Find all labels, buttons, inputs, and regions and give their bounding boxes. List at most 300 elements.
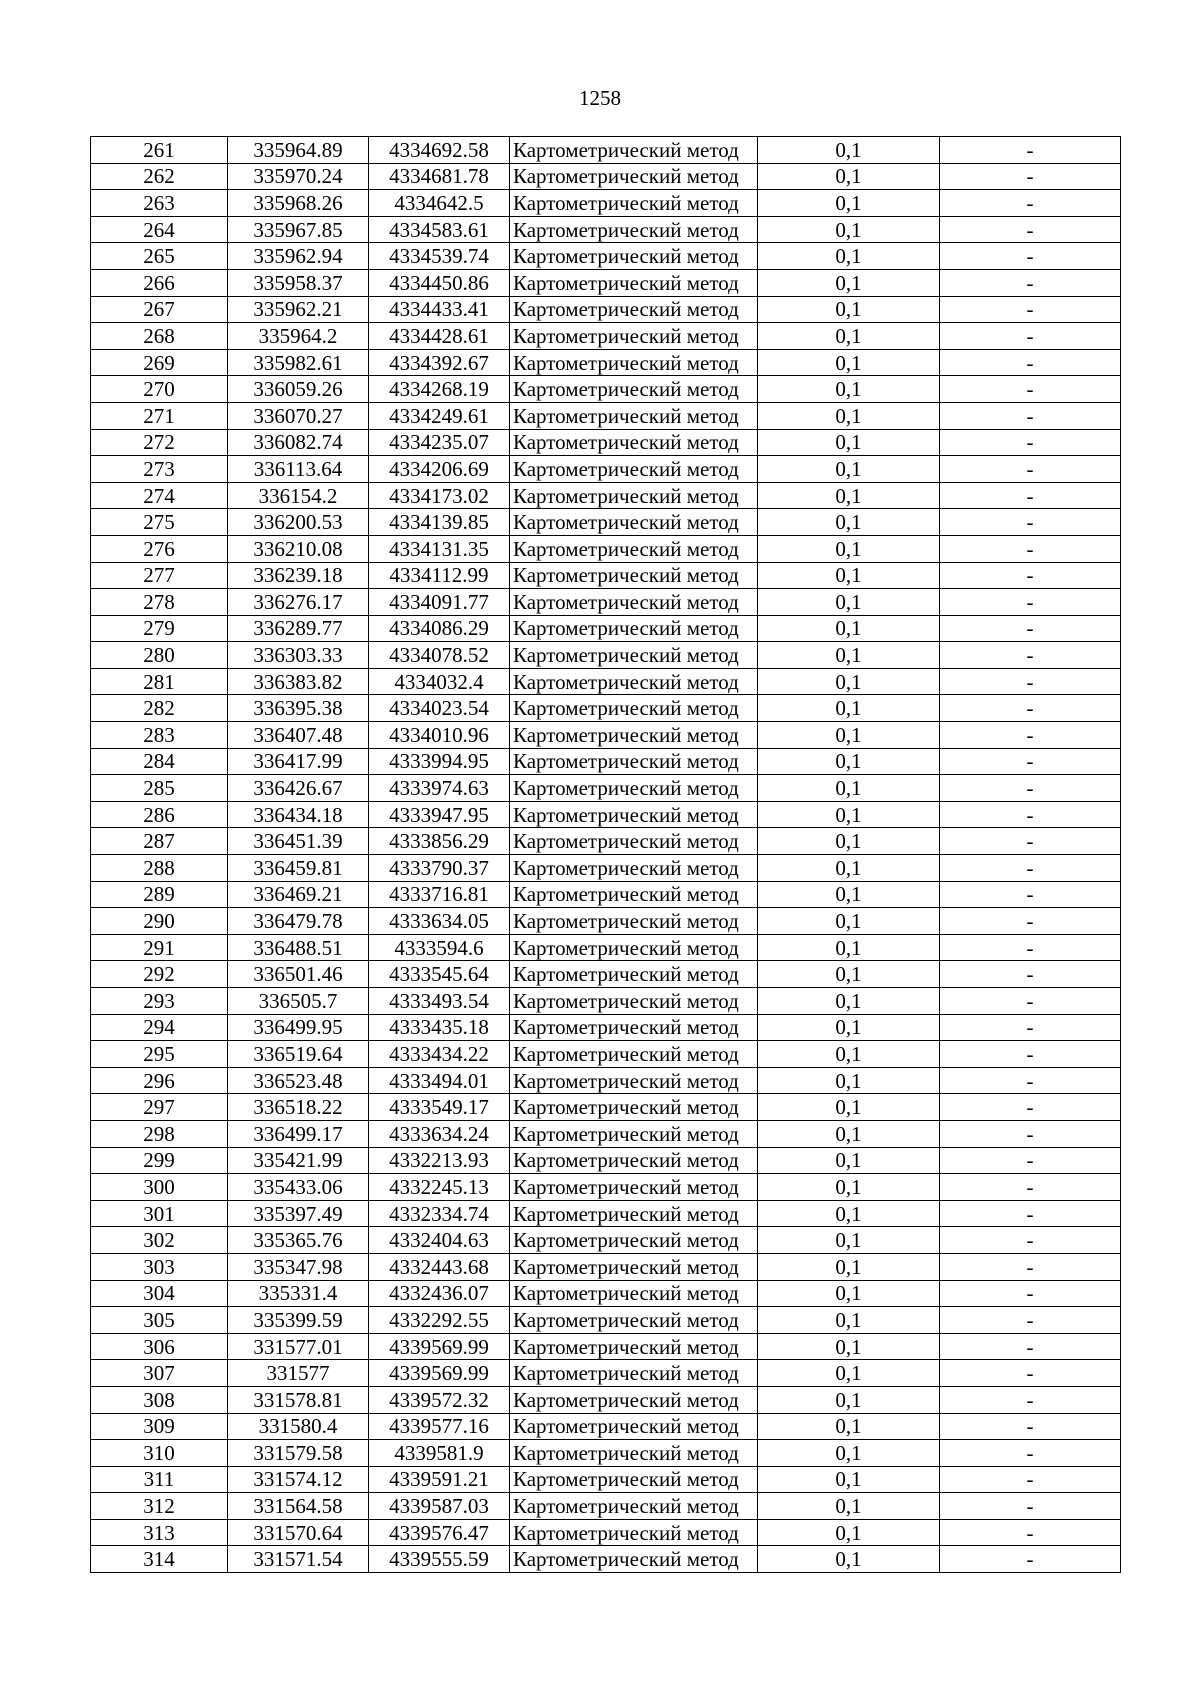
point-cell: 297	[91, 1094, 228, 1121]
table-row	[91, 1067, 1121, 1094]
method-cell: Картометрический метод	[510, 1519, 758, 1546]
accuracy-cell: 0,1	[758, 775, 940, 802]
note-cell: -	[940, 296, 1121, 323]
y-cell: 4334086.29	[369, 615, 510, 642]
x-cell: 336417.99	[228, 748, 369, 775]
method-cell: Картометрический метод	[510, 1014, 758, 1041]
method-cell: Картометрический метод	[510, 349, 758, 376]
y-cell: 4333994.95	[369, 748, 510, 775]
accuracy-cell: 0,1	[758, 269, 940, 296]
y-cell: 4334428.61	[369, 323, 510, 350]
table-row	[91, 323, 1121, 350]
point-cell: 261	[91, 137, 228, 164]
x-cell: 335421.99	[228, 1147, 369, 1174]
note-cell: -	[940, 615, 1121, 642]
table-row	[91, 190, 1121, 217]
y-cell: 4332292.55	[369, 1307, 510, 1334]
point-cell: 295	[91, 1041, 228, 1068]
point-cell: 291	[91, 934, 228, 961]
y-cell: 4339591.21	[369, 1466, 510, 1493]
point-cell: 262	[91, 163, 228, 190]
method-cell: Картометрический метод	[510, 1386, 758, 1413]
y-cell: 4334249.61	[369, 402, 510, 429]
note-cell: -	[940, 509, 1121, 536]
method-cell: Картометрический метод	[510, 1200, 758, 1227]
point-cell: 279	[91, 615, 228, 642]
table-row	[91, 1041, 1121, 1068]
point-cell: 293	[91, 988, 228, 1015]
accuracy-cell: 0,1	[758, 1493, 940, 1520]
point-cell: 277	[91, 562, 228, 589]
x-cell: 336459.81	[228, 855, 369, 882]
method-cell: Картометрический метод	[510, 1147, 758, 1174]
accuracy-cell: 0,1	[758, 1546, 940, 1573]
point-cell: 269	[91, 349, 228, 376]
y-cell: 4333435.18	[369, 1014, 510, 1041]
point-cell: 263	[91, 190, 228, 217]
x-cell: 336501.46	[228, 961, 369, 988]
accuracy-cell: 0,1	[758, 801, 940, 828]
accuracy-cell: 0,1	[758, 1280, 940, 1307]
accuracy-cell: 0,1	[758, 1253, 940, 1280]
note-cell: -	[940, 908, 1121, 935]
y-cell: 4333716.81	[369, 881, 510, 908]
y-cell: 4333594.6	[369, 934, 510, 961]
point-cell: 272	[91, 429, 228, 456]
y-cell: 4334032.4	[369, 668, 510, 695]
y-cell: 4333493.54	[369, 988, 510, 1015]
table-row	[91, 695, 1121, 722]
method-cell: Картометрический метод	[510, 828, 758, 855]
note-cell: -	[940, 1200, 1121, 1227]
point-cell: 274	[91, 482, 228, 509]
point-cell: 287	[91, 828, 228, 855]
table-row	[91, 482, 1121, 509]
y-cell: 4339577.16	[369, 1413, 510, 1440]
accuracy-cell: 0,1	[758, 695, 940, 722]
accuracy-cell: 0,1	[758, 349, 940, 376]
accuracy-cell: 0,1	[758, 1440, 940, 1467]
method-cell: Картометрический метод	[510, 1413, 758, 1440]
table-row	[91, 1493, 1121, 1520]
accuracy-cell: 0,1	[758, 402, 940, 429]
y-cell: 4333974.63	[369, 775, 510, 802]
point-cell: 301	[91, 1200, 228, 1227]
table-row	[91, 535, 1121, 562]
y-cell: 4333494.01	[369, 1067, 510, 1094]
method-cell: Картометрический метод	[510, 376, 758, 403]
x-cell: 335399.59	[228, 1307, 369, 1334]
y-cell: 4334078.52	[369, 642, 510, 669]
point-cell: 288	[91, 855, 228, 882]
y-cell: 4339569.99	[369, 1333, 510, 1360]
point-cell: 290	[91, 908, 228, 935]
point-cell: 308	[91, 1386, 228, 1413]
note-cell: -	[940, 1386, 1121, 1413]
coordinates-table-body	[91, 137, 1121, 1573]
y-cell: 4333549.17	[369, 1094, 510, 1121]
table-row	[91, 908, 1121, 935]
method-cell: Картометрический метод	[510, 1174, 758, 1201]
x-cell: 336395.38	[228, 695, 369, 722]
point-cell: 305	[91, 1307, 228, 1334]
table-row	[91, 642, 1121, 669]
method-cell: Картометрический метод	[510, 509, 758, 536]
accuracy-cell: 0,1	[758, 1120, 940, 1147]
accuracy-cell: 0,1	[758, 589, 940, 616]
y-cell: 4334139.85	[369, 509, 510, 536]
table-row	[91, 1174, 1121, 1201]
y-cell: 4339569.99	[369, 1360, 510, 1387]
point-cell: 275	[91, 509, 228, 536]
accuracy-cell: 0,1	[758, 429, 940, 456]
method-cell: Картометрический метод	[510, 695, 758, 722]
x-cell: 336070.27	[228, 402, 369, 429]
x-cell: 335331.4	[228, 1280, 369, 1307]
accuracy-cell: 0,1	[758, 509, 940, 536]
x-cell: 336499.17	[228, 1120, 369, 1147]
method-cell: Картометрический метод	[510, 642, 758, 669]
table-row	[91, 1413, 1121, 1440]
coordinates-table	[90, 136, 1121, 1573]
x-cell: 331578.81	[228, 1386, 369, 1413]
method-cell: Картометрический метод	[510, 243, 758, 270]
method-cell: Картометрический метод	[510, 1067, 758, 1094]
method-cell: Картометрический метод	[510, 296, 758, 323]
y-cell: 4339581.9	[369, 1440, 510, 1467]
table-row	[91, 961, 1121, 988]
accuracy-cell: 0,1	[758, 828, 940, 855]
table-row	[91, 216, 1121, 243]
x-cell: 331574.12	[228, 1466, 369, 1493]
x-cell: 336383.82	[228, 668, 369, 695]
note-cell: -	[940, 429, 1121, 456]
table-row	[91, 775, 1121, 802]
note-cell: -	[940, 1519, 1121, 1546]
table-row	[91, 1360, 1121, 1387]
accuracy-cell: 0,1	[758, 323, 940, 350]
x-cell: 331579.58	[228, 1440, 369, 1467]
accuracy-cell: 0,1	[758, 1014, 940, 1041]
accuracy-cell: 0,1	[758, 934, 940, 961]
x-cell: 336505.7	[228, 988, 369, 1015]
note-cell: -	[940, 1227, 1121, 1254]
accuracy-cell: 0,1	[758, 1413, 940, 1440]
method-cell: Картометрический метод	[510, 748, 758, 775]
y-cell: 4333947.95	[369, 801, 510, 828]
note-cell: -	[940, 1014, 1121, 1041]
y-cell: 4334539.74	[369, 243, 510, 270]
accuracy-cell: 0,1	[758, 1386, 940, 1413]
y-cell: 4339572.32	[369, 1386, 510, 1413]
table-row	[91, 137, 1121, 164]
x-cell: 335967.85	[228, 216, 369, 243]
method-cell: Картометрический метод	[510, 429, 758, 456]
x-cell: 336499.95	[228, 1014, 369, 1041]
y-cell: 4339555.59	[369, 1546, 510, 1573]
x-cell: 336407.48	[228, 722, 369, 749]
table-row	[91, 722, 1121, 749]
note-cell: -	[940, 1067, 1121, 1094]
method-cell: Картометрический метод	[510, 456, 758, 483]
x-cell: 336451.39	[228, 828, 369, 855]
x-cell: 335397.49	[228, 1200, 369, 1227]
x-cell: 336434.18	[228, 801, 369, 828]
point-cell: 264	[91, 216, 228, 243]
note-cell: -	[940, 323, 1121, 350]
table-row	[91, 934, 1121, 961]
method-cell: Картометрический метод	[510, 801, 758, 828]
table-row	[91, 1014, 1121, 1041]
note-cell: -	[940, 402, 1121, 429]
table-row	[91, 988, 1121, 1015]
note-cell: -	[940, 562, 1121, 589]
point-cell: 271	[91, 402, 228, 429]
accuracy-cell: 0,1	[758, 1174, 940, 1201]
x-cell: 331577	[228, 1360, 369, 1387]
x-cell: 336200.53	[228, 509, 369, 536]
note-cell: -	[940, 748, 1121, 775]
table-row	[91, 429, 1121, 456]
y-cell: 4334392.67	[369, 349, 510, 376]
y-cell: 4334433.41	[369, 296, 510, 323]
note-cell: -	[940, 1333, 1121, 1360]
x-cell: 336289.77	[228, 615, 369, 642]
note-cell: -	[940, 1307, 1121, 1334]
method-cell: Картометрический метод	[510, 1094, 758, 1121]
note-cell: -	[940, 1120, 1121, 1147]
y-cell: 4332334.74	[369, 1200, 510, 1227]
note-cell: -	[940, 934, 1121, 961]
y-cell: 4333634.24	[369, 1120, 510, 1147]
table-row	[91, 296, 1121, 323]
y-cell: 4332213.93	[369, 1147, 510, 1174]
table-row	[91, 1120, 1121, 1147]
note-cell: -	[940, 349, 1121, 376]
note-cell: -	[940, 1466, 1121, 1493]
accuracy-cell: 0,1	[758, 1466, 940, 1493]
method-cell: Картометрический метод	[510, 269, 758, 296]
y-cell: 4334681.78	[369, 163, 510, 190]
accuracy-cell: 0,1	[758, 456, 940, 483]
point-cell: 304	[91, 1280, 228, 1307]
point-cell: 285	[91, 775, 228, 802]
page-number: 1258	[579, 86, 621, 110]
accuracy-cell: 0,1	[758, 1094, 940, 1121]
x-cell: 331577.01	[228, 1333, 369, 1360]
x-cell: 335958.37	[228, 269, 369, 296]
point-cell: 273	[91, 456, 228, 483]
accuracy-cell: 0,1	[758, 748, 940, 775]
method-cell: Картометрический метод	[510, 323, 758, 350]
x-cell: 331570.64	[228, 1519, 369, 1546]
table-row	[91, 349, 1121, 376]
x-cell: 336519.64	[228, 1041, 369, 1068]
table-row	[91, 1280, 1121, 1307]
note-cell: -	[940, 163, 1121, 190]
point-cell: 284	[91, 748, 228, 775]
note-cell: -	[940, 216, 1121, 243]
accuracy-cell: 0,1	[758, 482, 940, 509]
point-cell: 309	[91, 1413, 228, 1440]
note-cell: -	[940, 137, 1121, 164]
method-cell: Картометрический метод	[510, 615, 758, 642]
x-cell: 335968.26	[228, 190, 369, 217]
accuracy-cell: 0,1	[758, 1041, 940, 1068]
x-cell: 335962.21	[228, 296, 369, 323]
method-cell: Картометрический метод	[510, 190, 758, 217]
method-cell: Картометрический метод	[510, 934, 758, 961]
accuracy-cell: 0,1	[758, 535, 940, 562]
accuracy-cell: 0,1	[758, 1200, 940, 1227]
point-cell: 282	[91, 695, 228, 722]
y-cell: 4334642.5	[369, 190, 510, 217]
x-cell: 336303.33	[228, 642, 369, 669]
accuracy-cell: 0,1	[758, 137, 940, 164]
accuracy-cell: 0,1	[758, 243, 940, 270]
table-row	[91, 801, 1121, 828]
note-cell: -	[940, 589, 1121, 616]
accuracy-cell: 0,1	[758, 216, 940, 243]
point-cell: 280	[91, 642, 228, 669]
y-cell: 4334235.07	[369, 429, 510, 456]
method-cell: Картометрический метод	[510, 482, 758, 509]
method-cell: Картометрический метод	[510, 988, 758, 1015]
point-cell: 310	[91, 1440, 228, 1467]
x-cell: 336239.18	[228, 562, 369, 589]
note-cell: -	[940, 1280, 1121, 1307]
note-cell: -	[940, 269, 1121, 296]
table-row	[91, 828, 1121, 855]
method-cell: Картометрический метод	[510, 1546, 758, 1573]
method-cell: Картометрический метод	[510, 1120, 758, 1147]
table-row	[91, 1519, 1121, 1546]
accuracy-cell: 0,1	[758, 961, 940, 988]
x-cell: 335433.06	[228, 1174, 369, 1201]
point-cell: 270	[91, 376, 228, 403]
y-cell: 4334583.61	[369, 216, 510, 243]
accuracy-cell: 0,1	[758, 855, 940, 882]
note-cell: -	[940, 1546, 1121, 1573]
accuracy-cell: 0,1	[758, 908, 940, 935]
note-cell: -	[940, 1360, 1121, 1387]
y-cell: 4332443.68	[369, 1253, 510, 1280]
point-cell: 307	[91, 1360, 228, 1387]
point-cell: 299	[91, 1147, 228, 1174]
accuracy-cell: 0,1	[758, 668, 940, 695]
x-cell: 336479.78	[228, 908, 369, 935]
table-row	[91, 562, 1121, 589]
method-cell: Картометрический метод	[510, 881, 758, 908]
note-cell: -	[940, 1147, 1121, 1174]
accuracy-cell: 0,1	[758, 1519, 940, 1546]
note-cell: -	[940, 1253, 1121, 1280]
point-cell: 302	[91, 1227, 228, 1254]
x-cell: 335365.76	[228, 1227, 369, 1254]
y-cell: 4332245.13	[369, 1174, 510, 1201]
table-row	[91, 748, 1121, 775]
y-cell: 4334173.02	[369, 482, 510, 509]
method-cell: Картометрический метод	[510, 589, 758, 616]
method-cell: Картометрический метод	[510, 1253, 758, 1280]
method-cell: Картометрический метод	[510, 668, 758, 695]
x-cell: 336276.17	[228, 589, 369, 616]
method-cell: Картометрический метод	[510, 402, 758, 429]
method-cell: Картометрический метод	[510, 1280, 758, 1307]
note-cell: -	[940, 1440, 1121, 1467]
x-cell: 331571.54	[228, 1546, 369, 1573]
note-cell: -	[940, 243, 1121, 270]
note-cell: -	[940, 961, 1121, 988]
accuracy-cell: 0,1	[758, 1147, 940, 1174]
accuracy-cell: 0,1	[758, 722, 940, 749]
method-cell: Картометрический метод	[510, 1493, 758, 1520]
method-cell: Картометрический метод	[510, 722, 758, 749]
point-cell: 276	[91, 535, 228, 562]
note-cell: -	[940, 1174, 1121, 1201]
note-cell: -	[940, 801, 1121, 828]
x-cell: 336210.08	[228, 535, 369, 562]
method-cell: Картометрический метод	[510, 1466, 758, 1493]
accuracy-cell: 0,1	[758, 376, 940, 403]
note-cell: -	[940, 855, 1121, 882]
x-cell: 336518.22	[228, 1094, 369, 1121]
x-cell: 331564.58	[228, 1493, 369, 1520]
accuracy-cell: 0,1	[758, 1360, 940, 1387]
table-row	[91, 1253, 1121, 1280]
method-cell: Картометрический метод	[510, 562, 758, 589]
point-cell: 300	[91, 1174, 228, 1201]
accuracy-cell: 0,1	[758, 163, 940, 190]
method-cell: Картометрический метод	[510, 137, 758, 164]
point-cell: 303	[91, 1253, 228, 1280]
x-cell: 336488.51	[228, 934, 369, 961]
method-cell: Картометрический метод	[510, 1041, 758, 1068]
y-cell: 4333545.64	[369, 961, 510, 988]
point-cell: 298	[91, 1120, 228, 1147]
y-cell: 4334131.35	[369, 535, 510, 562]
y-cell: 4334010.96	[369, 722, 510, 749]
y-cell: 4334112.99	[369, 562, 510, 589]
point-cell: 267	[91, 296, 228, 323]
table-row	[91, 1466, 1121, 1493]
table-row	[91, 1546, 1121, 1573]
method-cell: Картометрический метод	[510, 908, 758, 935]
x-cell: 336426.67	[228, 775, 369, 802]
point-cell: 296	[91, 1067, 228, 1094]
table-row	[91, 402, 1121, 429]
x-cell: 336154.2	[228, 482, 369, 509]
point-cell: 312	[91, 1493, 228, 1520]
method-cell: Картометрический метод	[510, 1227, 758, 1254]
y-cell: 4333856.29	[369, 828, 510, 855]
note-cell: -	[940, 668, 1121, 695]
accuracy-cell: 0,1	[758, 988, 940, 1015]
table-row	[91, 456, 1121, 483]
note-cell: -	[940, 1493, 1121, 1520]
note-cell: -	[940, 1041, 1121, 1068]
method-cell: Картометрический метод	[510, 961, 758, 988]
x-cell: 336082.74	[228, 429, 369, 456]
point-cell: 278	[91, 589, 228, 616]
table-row	[91, 1227, 1121, 1254]
point-cell: 283	[91, 722, 228, 749]
method-cell: Картометрический метод	[510, 855, 758, 882]
method-cell: Картометрический метод	[510, 163, 758, 190]
accuracy-cell: 0,1	[758, 1333, 940, 1360]
note-cell: -	[940, 190, 1121, 217]
note-cell: -	[940, 881, 1121, 908]
